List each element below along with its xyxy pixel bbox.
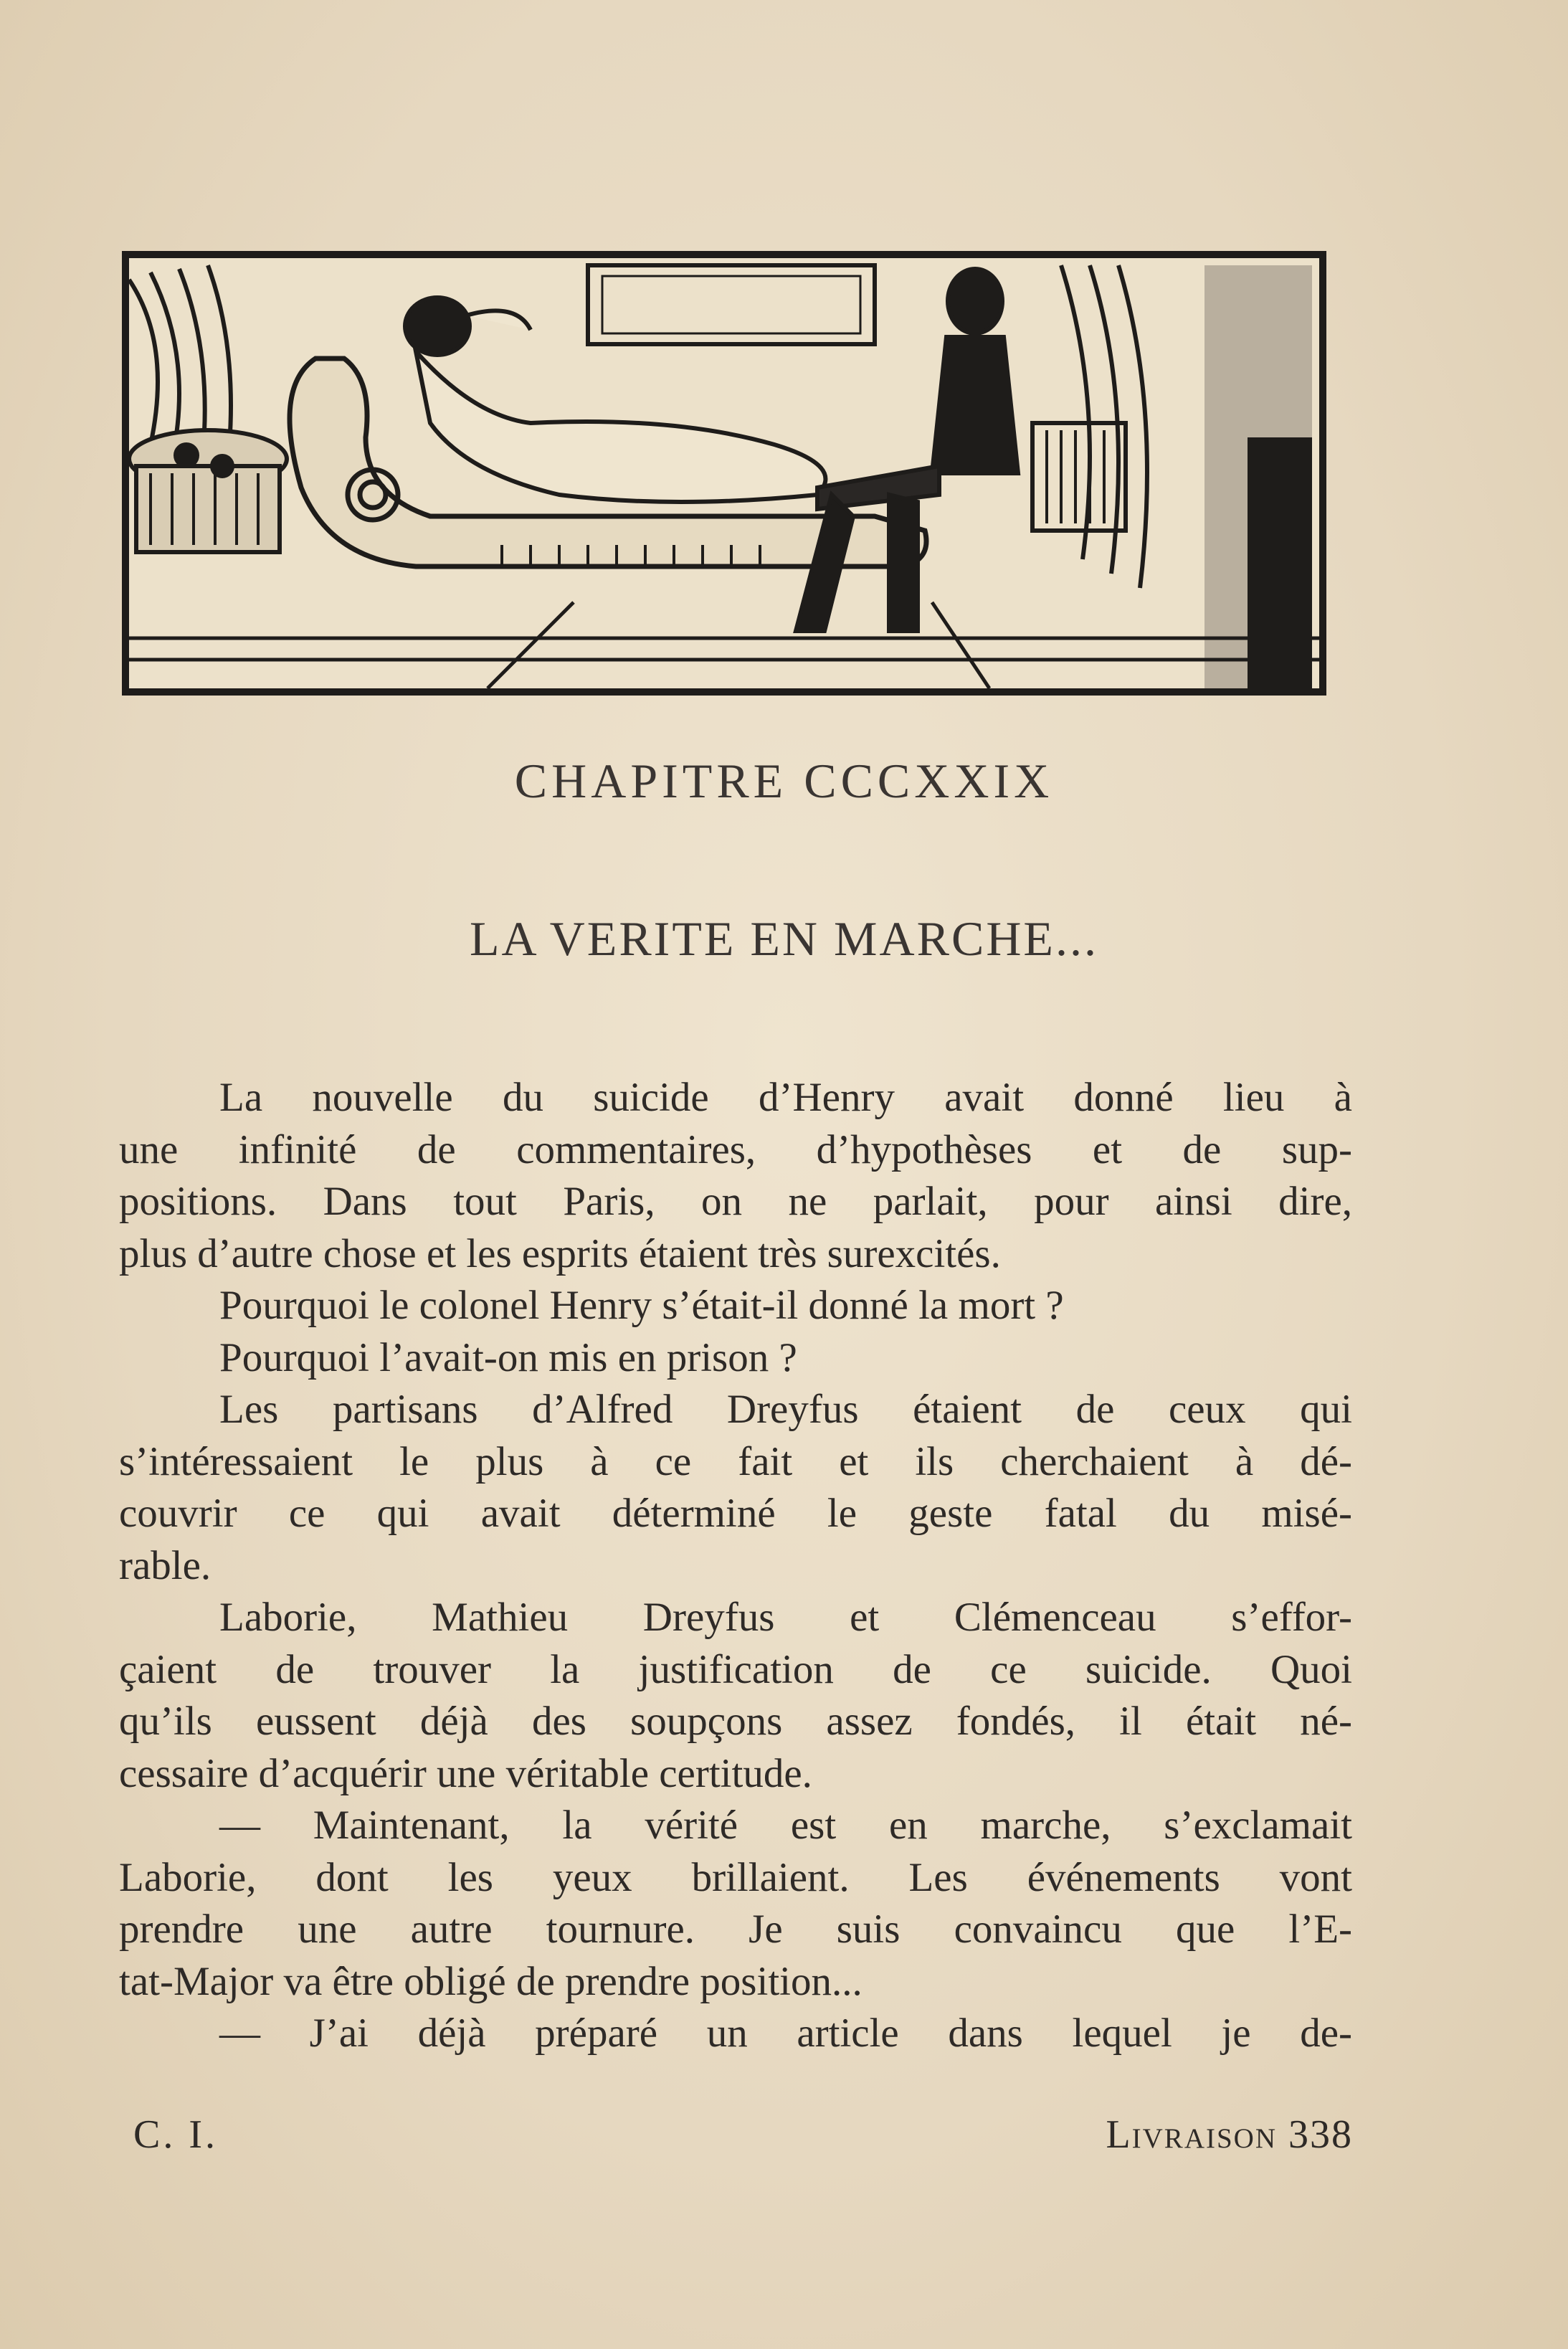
text-line: couvrir ce qui avait déterminé le geste fatal du misé-: [119, 1491, 1352, 1536]
text-line: Pourquoi l’avait-on mis en prison ?: [219, 1334, 797, 1380]
footer-signature: C. I.: [133, 2112, 218, 2157]
footer-livraison: Livraison 338: [1106, 2112, 1353, 2157]
text-line: tat-Major va être obligé de prendre position...: [119, 1958, 863, 2004]
text-line: cessaire d’acquérir une véritable certitude.: [119, 1750, 812, 1796]
text-line: Laborie, Mathieu Dreyfus et Clémenceau s’effor-: [219, 1595, 1352, 1640]
engraving-illustration: [122, 251, 1326, 696]
page-footer: [133, 2112, 1353, 2169]
text-line: — J’ai déjà préparé un article dans lequel je de-: [219, 2011, 1352, 2056]
text-line: s’intéressaient le plus à ce fait et ils cherchaient à dé-: [119, 1438, 1352, 1484]
text-line: prendre une autre tournure. Je suis convaincu que l’E-: [119, 1907, 1352, 1952]
text-line: Les partisans d’Alfred Dreyfus étaient de ceux qui: [219, 1387, 1352, 1432]
text-line: Pourquoi le colonel Henry s’était-il donné la mort ?: [219, 1283, 1064, 1328]
body-text: [119, 1072, 1352, 2060]
chapter-number: CHAPITRE CCCXXIX: [514, 754, 1054, 808]
text-line: plus d’autre chose et les esprits étaient très surexcités.: [119, 1230, 1001, 1276]
text-line: qu’ils eussent déjà des soupçons assez fondés, il était né-: [119, 1699, 1352, 1744]
engraving-drawing: [129, 258, 1319, 688]
text-line: une infinité de commentaires, d’hypothèses et de sup-: [119, 1126, 1352, 1172]
text-line: rable.: [119, 1542, 212, 1588]
text-line: positions. Dans tout Paris, on ne parlait, pour ainsi dire,: [119, 1179, 1352, 1224]
text-line: çaient de trouver la justification de ce suicide. Quoi: [119, 1646, 1352, 1692]
text-line: La nouvelle du suicide d’Henry avait donné lieu à: [219, 1075, 1352, 1120]
text-line: — Maintenant, la vérité est en marche, s’exclamait: [219, 1803, 1352, 1848]
text-line: Laborie, dont les yeux brillaient. Les événements vont: [119, 1854, 1352, 1900]
chapter-title: LA VERITE EN MARCHE...: [470, 911, 1098, 966]
